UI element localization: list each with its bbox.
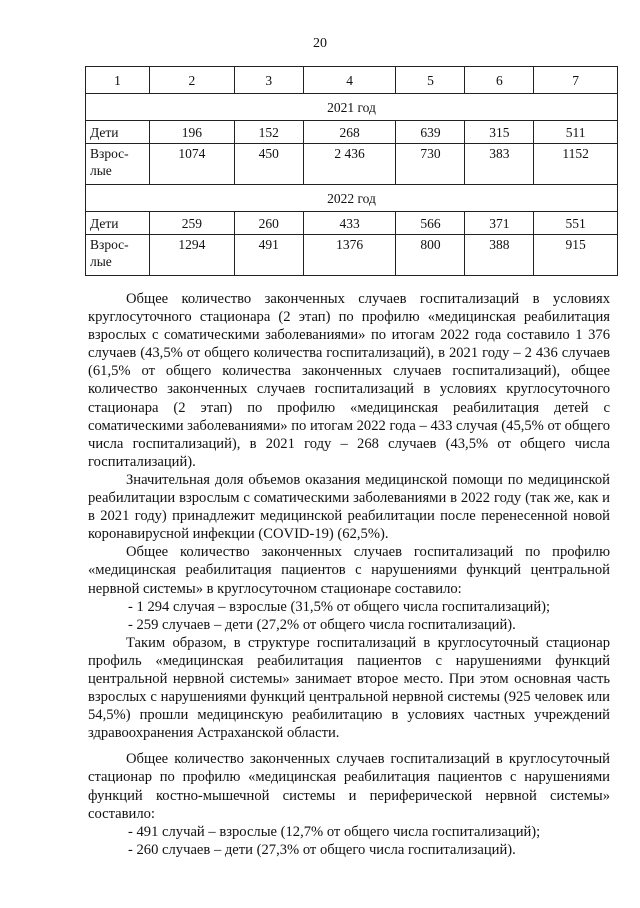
- row-label: Дети: [86, 212, 150, 235]
- table-cell: 730: [396, 144, 465, 185]
- header-cell: 6: [465, 67, 534, 94]
- year-label: 2022 год: [86, 185, 618, 212]
- table-cell: 1376: [303, 235, 396, 276]
- table-cell: 551: [534, 212, 618, 235]
- table-cell: 639: [396, 121, 465, 144]
- table-cell: 433: [303, 212, 396, 235]
- list-item: - 259 случаев – дети (27,2% от общего числа госпитализаций).: [128, 616, 516, 633]
- table-cell: 2 436: [303, 144, 396, 185]
- row-label: [86, 235, 150, 276]
- list-item: - 260 случаев – дети (27,3% от общего числа госпитализаций).: [128, 841, 516, 858]
- table-cell: 196: [150, 121, 235, 144]
- row-label: Дети: [86, 121, 150, 144]
- year-row-2021: [86, 94, 618, 121]
- list-item: - 491 случай – взрослые (12,7% от общего числа госпитализаций);: [128, 823, 541, 840]
- header-cell: 4: [303, 67, 396, 94]
- year-label: 2021 год: [86, 94, 618, 121]
- header-cell: 2: [150, 67, 235, 94]
- table-cell: 1152: [534, 144, 618, 185]
- table-cell: 1294: [150, 235, 235, 276]
- table-cell: 450: [234, 144, 303, 185]
- table-cell: 800: [396, 235, 465, 276]
- table-row: [86, 212, 618, 235]
- list-item: - 1 294 случая – взрослые (31,5% от общего числа госпитализаций);: [128, 598, 551, 615]
- row-label: [86, 144, 150, 185]
- year-row-2022: [86, 185, 618, 212]
- table-cell: 268: [303, 121, 396, 144]
- paragraph-2: Значительная доля объемов оказания медицинской помощи по медицинской реабилитации взрослым с соматическими заболеваниями в 2022 году (так же, как и в 2021 году) принадлежит медицинской реабилитации после перенесенной новой коронавирусной инфекции (COVID-19) (62,5%).: [88, 471, 610, 543]
- header-cell: 1: [86, 67, 150, 94]
- table-cell: 388: [465, 235, 534, 276]
- table-row: [86, 144, 618, 185]
- statistics-table: [85, 66, 618, 276]
- row-label-line2: лые: [90, 163, 112, 178]
- table-row: [86, 235, 618, 276]
- table-row: [86, 121, 618, 144]
- table-cell: 491: [234, 235, 303, 276]
- table-cell: 566: [396, 212, 465, 235]
- table-cell: 315: [465, 121, 534, 144]
- header-cell: 5: [396, 67, 465, 94]
- body-text: [88, 290, 610, 859]
- table-header-row: [86, 67, 618, 94]
- table-cell: 371: [465, 212, 534, 235]
- table-cell: 511: [534, 121, 618, 144]
- table-cell: 915: [534, 235, 618, 276]
- row-label-line2: лые: [90, 254, 112, 269]
- table-cell: 152: [234, 121, 303, 144]
- page-number: 20: [313, 36, 327, 51]
- table-cell: 259: [150, 212, 235, 235]
- paragraph-1: Общее количество законченных случаев госпитализаций в условиях круглосуточного стационара (2 этап) по профилю «медицинская реабилитация взрослых с соматическими заболеваниями» по итогам 2022 года составило 1 376 случаев (43,5% от общего количества госпитализаций), в 2021 году – 2 436 случаев (61,5% от общего количества законченных случаев госпитализаций), общее количество законченных случаев госпитализаций в условиях круглосуточного стационара (2 этап) по профилю «медицинская реабилитация детей с соматическими заболеваниями» по итогам 2022 года – 433 случая (45,5% от общего числа госпитализаций), в 2021 году – 268 случаев (43,5% от общего числа госпитализаций).: [88, 291, 610, 470]
- row-label-line1: Взрос-: [90, 237, 129, 252]
- paragraph-4: Таким образом, в структуре госпитализаций в круглосуточный стационар профиль «медицинская реабилитация пациентов с нарушениями функций центральной нервной системы» занимает второе место. При этом основная часть взрослых с нарушениями функций центральной нервной системы (925 человек или 54,5%) прошли медицинскую реабилитацию в условиях частных учреждений здравоохранения Астраханской области.: [88, 634, 610, 742]
- row-label-line1: Взрос-: [90, 146, 129, 161]
- table-cell: 1074: [150, 144, 235, 185]
- header-cell: 3: [234, 67, 303, 94]
- table-cell: 383: [465, 144, 534, 185]
- table-cell: 260: [234, 212, 303, 235]
- header-cell: 7: [534, 67, 618, 94]
- paragraph-3: Общее количество законченных случаев госпитализаций по профилю «медицинская реабилитация пациентов с нарушениями функций центральной нервной системы» в круглосуточном стационаре составило:: [88, 544, 610, 597]
- paragraph-5: Общее количество законченных случаев госпитализаций в круглосуточный стационар по профилю «медицинская реабилитация пациентов с нарушениями функций костно-мышечной системы и периферической нервной системы» составило:: [88, 751, 610, 822]
